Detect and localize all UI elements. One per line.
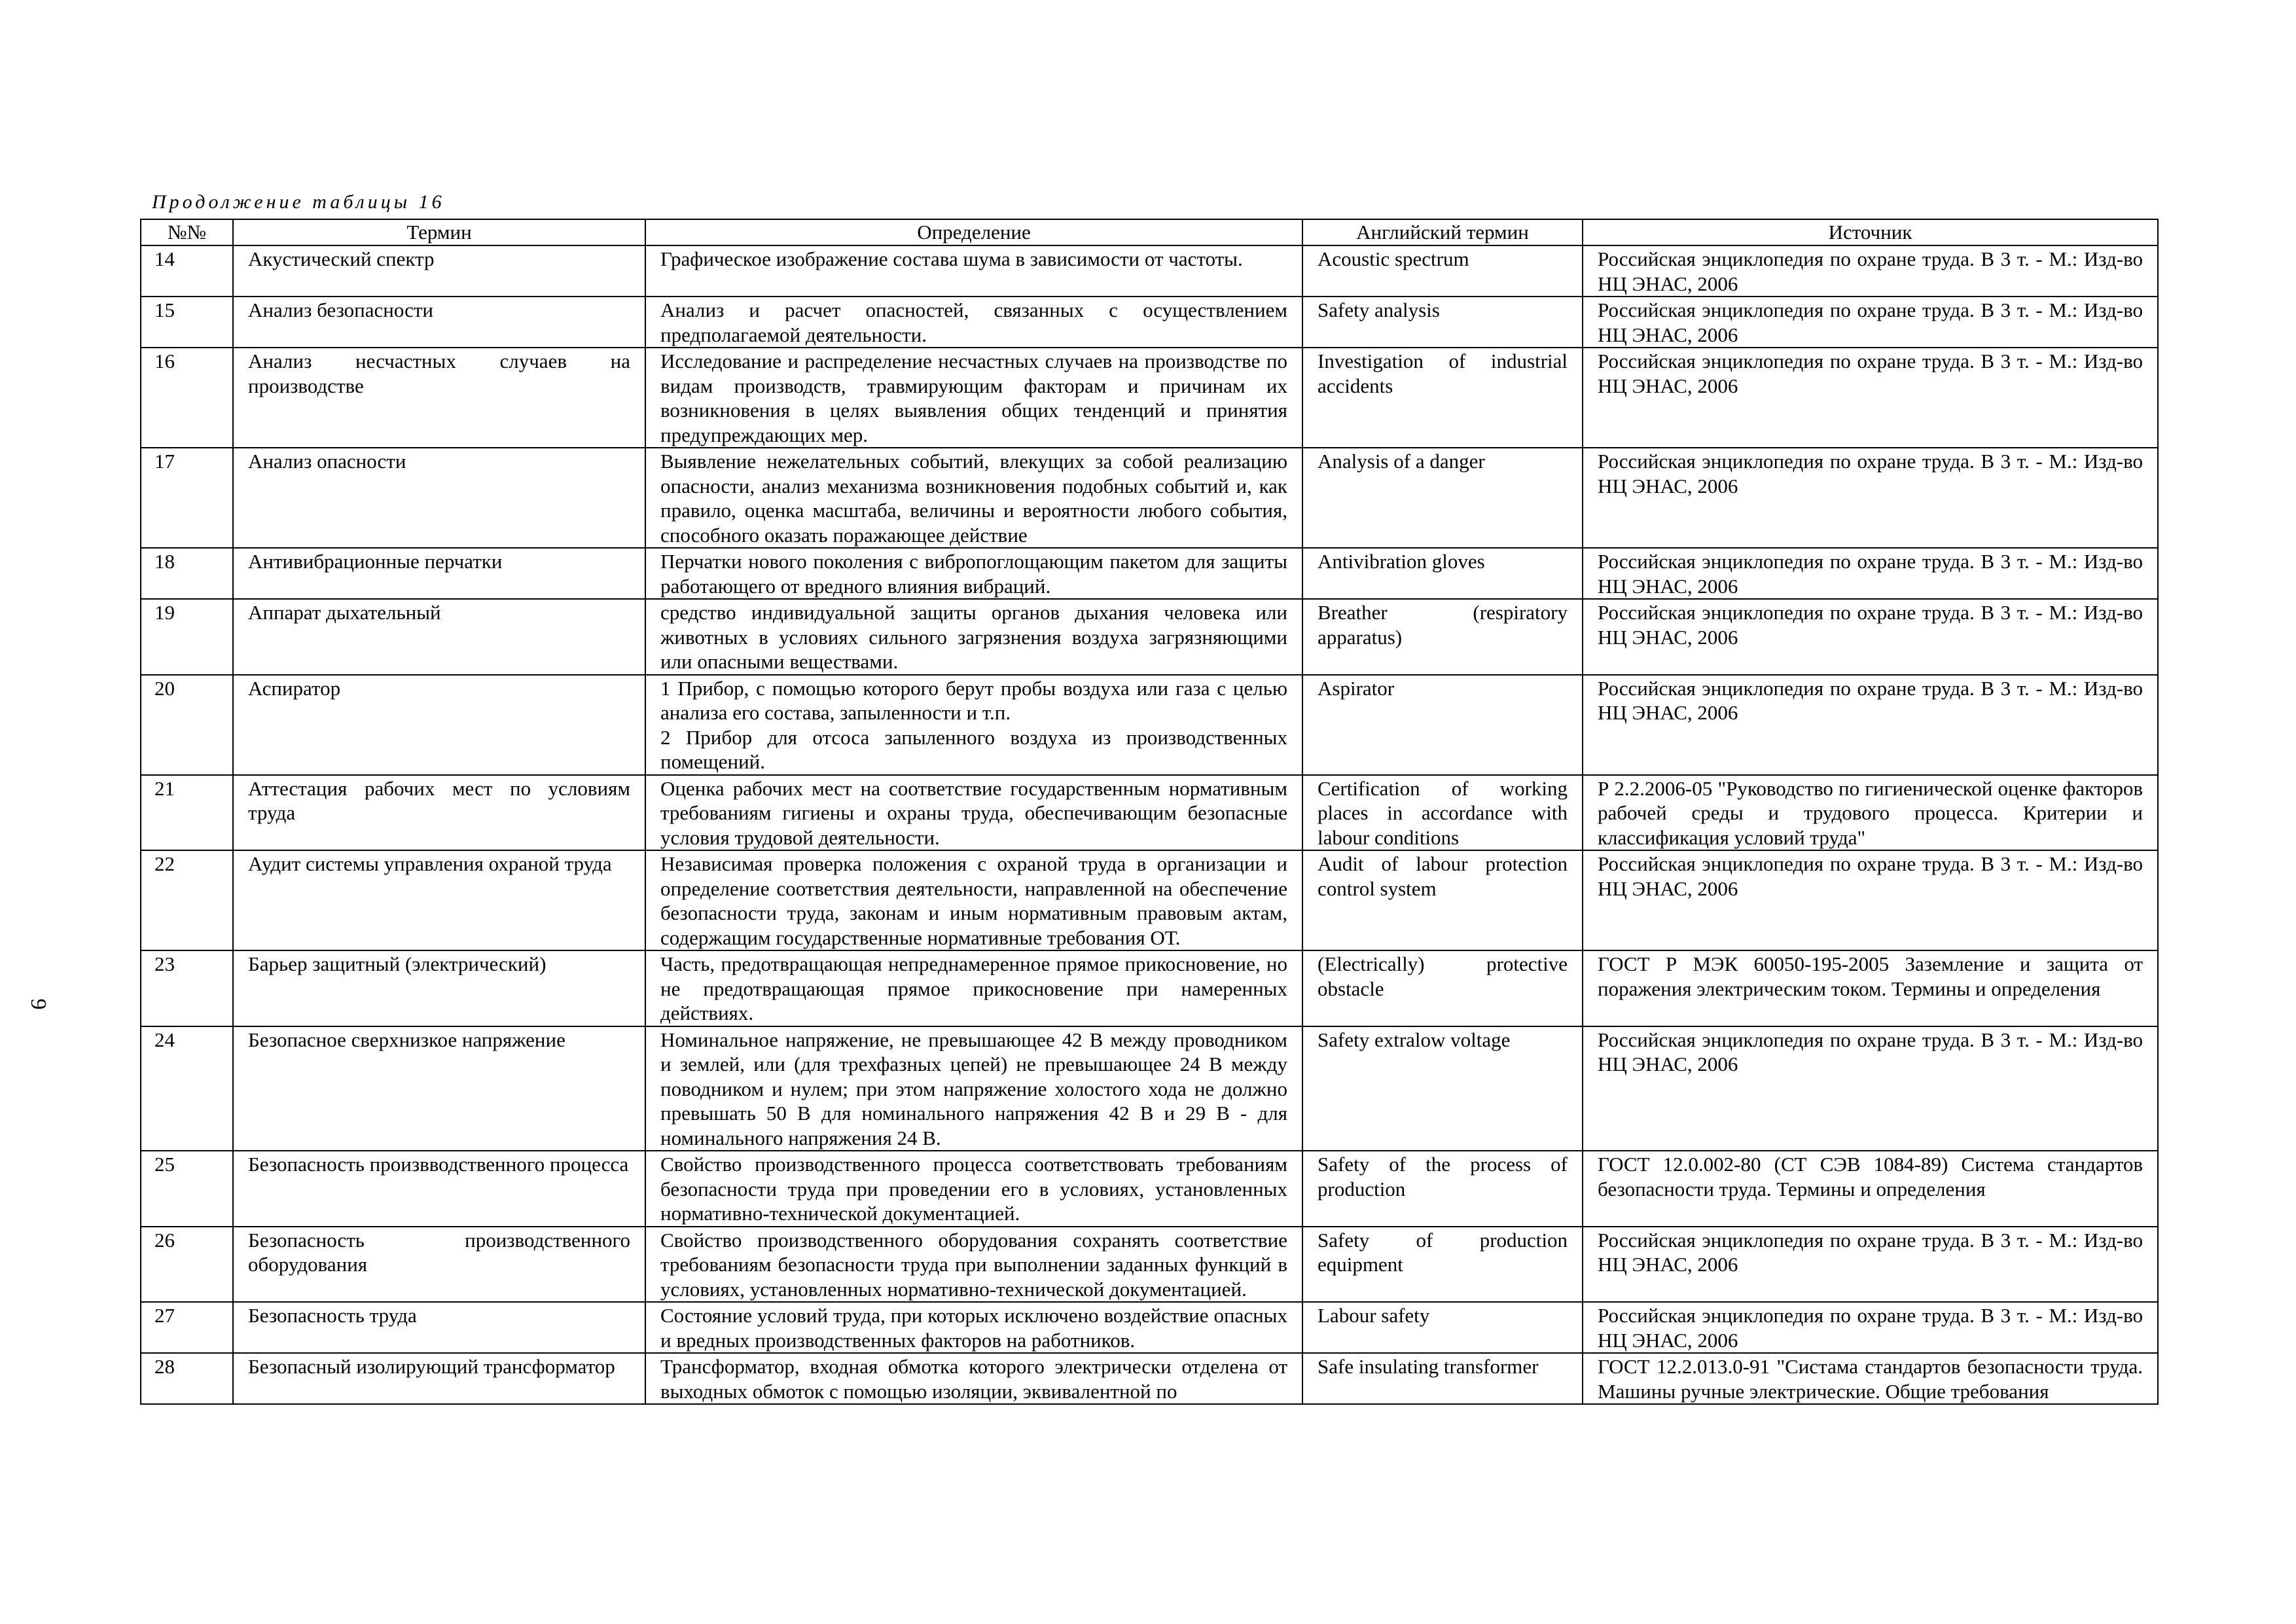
definition-cell — [645, 1302, 1302, 1353]
english-term-cell: Analysis of a danger — [1302, 448, 1583, 548]
table-row — [141, 1151, 2158, 1227]
row-number-cell: 14 — [141, 245, 233, 297]
english-term-cell: Breather (respiratory apparatus) — [1302, 599, 1583, 675]
source-cell: Российская энциклопедия по охране труда. В 3 т. - М.: Изд-во НЦ ЭНАС, 2006 — [1583, 348, 2158, 448]
source-cell: Российская энциклопедия по охране труда. В 3 т. - М.: Изд-во НЦ ЭНАС, 2006 — [1583, 1302, 2158, 1353]
definition-paragraph: Трансформатор, входная обмотка которого электрически отделена от выходных обмоток с помощью изоляции, эквивалентной по — [660, 1355, 1287, 1403]
row-number-cell: 26 — [141, 1227, 233, 1303]
definition-cell — [645, 448, 1302, 548]
table-row — [141, 1026, 2158, 1151]
row-number-cell: 22 — [141, 850, 233, 950]
english-term-cell: Antivibration gloves — [1302, 548, 1583, 599]
term-cell: Анализ несчастных случаев на производстве — [233, 348, 645, 448]
table-row — [141, 1353, 2158, 1404]
english-term-cell: Safety extralow voltage — [1302, 1026, 1583, 1151]
source-cell: ГОСТ 12.0.002-80 (СТ СЭВ 1084-89) Система стандартов безопасности труда. Термины и определения — [1583, 1151, 2158, 1227]
source-cell: Российская энциклопедия по охране труда. В 3 т. - М.: Изд-во НЦ ЭНАС, 2006 — [1583, 1227, 2158, 1303]
definition-cell — [645, 599, 1302, 675]
definition-cell — [645, 1026, 1302, 1151]
table-body — [141, 245, 2158, 1404]
row-number-cell: 16 — [141, 348, 233, 448]
row-number-cell: 25 — [141, 1151, 233, 1227]
definition-paragraph: Состояние условий труда, при которых исключено воздействие опасных и вредных производственных факторов на работников. — [660, 1304, 1287, 1352]
english-term-cell: Audit of labour protection control system — [1302, 850, 1583, 950]
term-cell: Безопасность произвводственного процесса — [233, 1151, 645, 1227]
table-row — [141, 1227, 2158, 1303]
english-term-cell: Safety of production equipment — [1302, 1227, 1583, 1303]
definition-cell — [645, 1227, 1302, 1303]
row-number-cell: 18 — [141, 548, 233, 599]
table-row — [141, 775, 2158, 851]
english-term-cell: Labour safety — [1302, 1302, 1583, 1353]
column-header-source: Источник — [1583, 219, 2158, 245]
definition-cell — [645, 850, 1302, 950]
english-term-cell: Safe insulating transformer — [1302, 1353, 1583, 1404]
definition-cell — [645, 1151, 1302, 1227]
table-row — [141, 675, 2158, 775]
term-cell: Безопасность труда — [233, 1302, 645, 1353]
english-term-cell: (Electrically) protective obstacle — [1302, 950, 1583, 1026]
term-cell: Анализ безопасности — [233, 297, 645, 348]
column-header-term: Термин — [233, 219, 645, 245]
definition-cell — [645, 675, 1302, 775]
source-cell: Российская энциклопедия по охране труда. В 3 т. - М.: Изд-во НЦ ЭНАС, 2006 — [1583, 599, 2158, 675]
table-header-row — [141, 219, 2158, 245]
source-cell: ГОСТ Р МЭК 60050-195-2005 Заземление и защита от поражения электрическим током. Термины и определения — [1583, 950, 2158, 1026]
column-header-english-term: Английский термин — [1302, 219, 1583, 245]
definition-paragraph: Часть, предотвращающая непреднамеренное прямое прикосновение, но не предотвращающая прямое прикосновение при намеренных действиях. — [660, 952, 1287, 1024]
source-cell: Российская энциклопедия по охране труда. В 3 т. - М.: Изд-во НЦ ЭНАС, 2006 — [1583, 548, 2158, 599]
table-row — [141, 448, 2158, 548]
term-cell: Аудит системы управления охраной труда — [233, 850, 645, 950]
english-term-cell: Certification of working places in accordance with labour conditions — [1302, 775, 1583, 851]
definition-paragraph: Независимая проверка положения с охраной труда в организации и определение соответствия деятельности, направленной на обеспечение безопасности труда, законам и иным нормативным правовым актам, содержащим государственные нормативные требования ОТ. — [660, 852, 1287, 949]
source-cell: Российская энциклопедия по охране труда. В 3 т. - М.: Изд-во НЦ ЭНАС, 2006 — [1583, 448, 2158, 548]
definition-paragraph: средство индивидуальной защиты органов дыхания человека или животных в условиях сильного загрязнения воздуха загрязняющими или опасными веществами. — [660, 601, 1287, 673]
term-cell: Аспиратор — [233, 675, 645, 775]
page-number: 9 — [26, 998, 50, 1010]
column-header-definition: Определение — [645, 219, 1302, 245]
row-number-cell: 21 — [141, 775, 233, 851]
row-number-cell: 24 — [141, 1026, 233, 1151]
row-number-cell: 23 — [141, 950, 233, 1026]
row-number-cell: 20 — [141, 675, 233, 775]
table-row — [141, 950, 2158, 1026]
definition-cell — [645, 548, 1302, 599]
definition-paragraph: Анализ и расчет опасностей, связанных с осуществлением предполагаемой деятельности. — [660, 298, 1287, 346]
table-row — [141, 850, 2158, 950]
definition-paragraph: 2 Прибор для отсоса запыленного воздуха из производственных помещений. — [660, 725, 1287, 773]
row-number-cell: 19 — [141, 599, 233, 675]
table-row — [141, 348, 2158, 448]
definition-cell — [645, 245, 1302, 297]
source-cell: Российская энциклопедия по охране труда. В 3 т. - М.: Изд-во НЦ ЭНАС, 2006 — [1583, 1026, 2158, 1151]
english-term-cell: Safety of the process of production — [1302, 1151, 1583, 1227]
definition-paragraph: Оценка рабочих мест на соответствие государственным нормативным требованиям гигиены и охраны труда, обеспечивающим безопасные условия трудовой деятельности. — [660, 776, 1287, 849]
source-cell: Российская энциклопедия по охране труда. В 3 т. - М.: Изд-во НЦ ЭНАС, 2006 — [1583, 850, 2158, 950]
definition-paragraph: Свойство производственного оборудования сохранять соответствие требованиям безопасности труда при выполнении заданных функций в условиях, установленных нормативно-технической документацией. — [660, 1228, 1287, 1301]
table-row — [141, 1302, 2158, 1353]
definition-cell — [645, 297, 1302, 348]
term-cell: Аппарат дыхательный — [233, 599, 645, 675]
row-number-cell: 17 — [141, 448, 233, 548]
column-header-number: №№ — [141, 219, 233, 245]
table-caption: Продолжение таблицы 16 — [152, 191, 445, 213]
row-number-cell: 28 — [141, 1353, 233, 1404]
definition-cell — [645, 1353, 1302, 1404]
table-row — [141, 245, 2158, 297]
source-cell: Российская энциклопедия по охране труда. В 3 т. - М.: Изд-во НЦ ЭНАС, 2006 — [1583, 297, 2158, 348]
english-term-cell: Investigation of industrial accidents — [1302, 348, 1583, 448]
definition-paragraph: Выявление нежелательных событий, влекущих за собой реализацию опасности, анализ механизма возникновения подобных событий и, как правило, оценка масштаба, величины и вероятности любого события, способного оказать поражающее действие — [660, 450, 1287, 547]
definition-paragraph: Перчатки нового поколения с вибропоглощающим пакетом для защиты работающего от вредного влияния вибраций. — [660, 550, 1287, 598]
source-cell: ГОСТ 12.2.013.0-91 "Систама стандартов безопасности труда. Машины ручные электрические. Общие требования — [1583, 1353, 2158, 1404]
definition-cell — [645, 348, 1302, 448]
definition-paragraph: Исследование и распределение несчастных случаев на производстве по видам производств, травмирующим факторам и причинам их возникновения в целях выявления общих тенденций и принятия предупреждающих мер. — [660, 350, 1287, 446]
source-cell: Р 2.2.2006-05 "Руководство по гигиенической оценке факторов рабочей среды и трудового процесса. Критерии и классификация условий труда" — [1583, 775, 2158, 851]
source-cell: Российская энциклопедия по охране труда. В 3 т. - М.: Изд-во НЦ ЭНАС, 2006 — [1583, 245, 2158, 297]
terms-table — [140, 219, 2159, 1405]
english-term-cell: Aspirator — [1302, 675, 1583, 775]
table-row — [141, 548, 2158, 599]
row-number-cell: 15 — [141, 297, 233, 348]
term-cell: Безопасность производственного оборудования — [233, 1227, 645, 1303]
definition-paragraph: Номинальное напряжение, не превышающее 42 В между проводником и землей, или (для трехфазных цепей) не превышающее 24 В между поводником и нулем; при этом напряжение холостого хода не должно превышать 50 В для номинального напряжения 42 В и 29 В - для номинального напряжения 24 В. — [660, 1028, 1287, 1149]
definition-paragraph: Графическое изображение состава шума в зависимости от частоты. — [660, 247, 1243, 270]
table-row — [141, 297, 2158, 348]
term-cell: Безопасный изолирующий трансформатор — [233, 1353, 645, 1404]
source-cell: Российская энциклопедия по охране труда. В 3 т. - М.: Изд-во НЦ ЭНАС, 2006 — [1583, 675, 2158, 775]
english-term-cell: Safety analysis — [1302, 297, 1583, 348]
definition-cell — [645, 950, 1302, 1026]
row-number-cell: 27 — [141, 1302, 233, 1353]
term-cell: Безопасное сверхнизкое напряжение — [233, 1026, 645, 1151]
term-cell: Антивибрационные перчатки — [233, 548, 645, 599]
definition-paragraph: Свойство производственного процесса соответствовать требованиям безопасности труда при проведении его в условиях, установленных нормативно-технической документацией. — [660, 1153, 1287, 1225]
term-cell: Анализ опасности — [233, 448, 645, 548]
term-cell: Аттестация рабочих мест по условиям труда — [233, 775, 645, 851]
term-cell: Барьер защитный (электрический) — [233, 950, 645, 1026]
table-row — [141, 599, 2158, 675]
english-term-cell: Acoustic spectrum — [1302, 245, 1583, 297]
definition-cell — [645, 775, 1302, 851]
definition-paragraph: 1 Прибор, с помощью которого берут пробы воздуха или газа с целью анализа его состава, запыленности и т.п. — [660, 676, 1287, 724]
term-cell: Акустический спектр — [233, 245, 645, 297]
